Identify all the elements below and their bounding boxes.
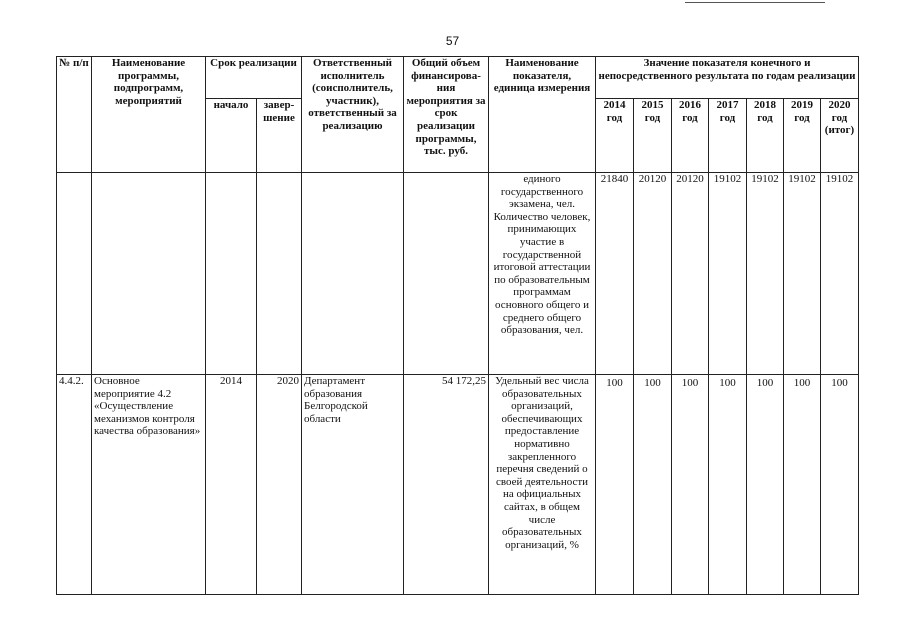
row-start: 2014 — [206, 375, 257, 595]
header-year: 2014 год — [596, 99, 634, 173]
row-start — [206, 173, 257, 375]
header-program-name: Наименование программы, подпрограмм, мероприятий — [92, 57, 206, 173]
row-executor — [302, 173, 404, 375]
header-end: завер-шение — [257, 99, 302, 173]
row-value: 20120 — [672, 173, 709, 375]
row-end — [257, 173, 302, 375]
header-start: начало — [206, 99, 257, 173]
row-indicator: единого государственного экзамена, чел. Количество человек, принимающих участие в государственной итоговой аттестации по образовательным программам основного общего и среднего общего образования, чел. — [489, 173, 596, 375]
row-value: 100 — [634, 375, 672, 595]
header-year: 2015 год — [634, 99, 672, 173]
row-value: 100 — [596, 375, 634, 595]
row-program-name: Основное мероприятие 4.2 «Осуществление механизмов контроля качества образования» — [92, 375, 206, 595]
row-value: 100 — [821, 375, 859, 595]
row-value: 100 — [784, 375, 821, 595]
row-value: 100 — [747, 375, 784, 595]
row-finance: 54 172,25 — [404, 375, 489, 595]
header-term: Срок реализации — [206, 57, 302, 99]
row-value: 100 — [709, 375, 747, 595]
row-end: 2020 — [257, 375, 302, 595]
header-indicator: Наименование показателя, единица измерения — [489, 57, 596, 173]
table-row — [57, 375, 859, 595]
program-table — [56, 56, 859, 595]
header-year: 2020 год (итог) — [821, 99, 859, 173]
row-value: 100 — [672, 375, 709, 595]
header-year: 2016 год — [672, 99, 709, 173]
header-row — [57, 57, 859, 99]
table-row — [57, 173, 859, 375]
row-value: 19102 — [821, 173, 859, 375]
row-program-name — [92, 173, 206, 375]
header-indicator-values: Значение показателя конечного и непосредственного результата по годам реализации — [596, 57, 859, 99]
header-year: 2017 год — [709, 99, 747, 173]
header-year: 2018 год — [747, 99, 784, 173]
row-executor: Департамент образования Белгородской области — [302, 375, 404, 595]
header-executor: Ответственный исполнитель (соисполнитель, участник), ответственный за реализацию — [302, 57, 404, 173]
row-value: 19102 — [709, 173, 747, 375]
row-indicator: Удельный вес числа образовательных организаций, обеспечивающих предоставление нормативно закрепленного перечня сведений о своей деятельности на официальных сайтах, в общем числе образовательных организаций, % — [489, 375, 596, 595]
header-year: 2019 год — [784, 99, 821, 173]
scan-artifact-line — [685, 2, 825, 3]
row-number — [57, 173, 92, 375]
page-number: 57 — [445, 34, 460, 48]
row-value: 19102 — [747, 173, 784, 375]
header-number: № п/п — [57, 57, 92, 173]
row-finance — [404, 173, 489, 375]
row-value: 19102 — [784, 173, 821, 375]
row-number: 4.4.2. — [57, 375, 92, 595]
row-value: 20120 — [634, 173, 672, 375]
header-finance: Общий объем финансирова-ния мероприятия за срок реализации программы, тыс. руб. — [404, 57, 489, 173]
row-value: 21840 — [596, 173, 634, 375]
